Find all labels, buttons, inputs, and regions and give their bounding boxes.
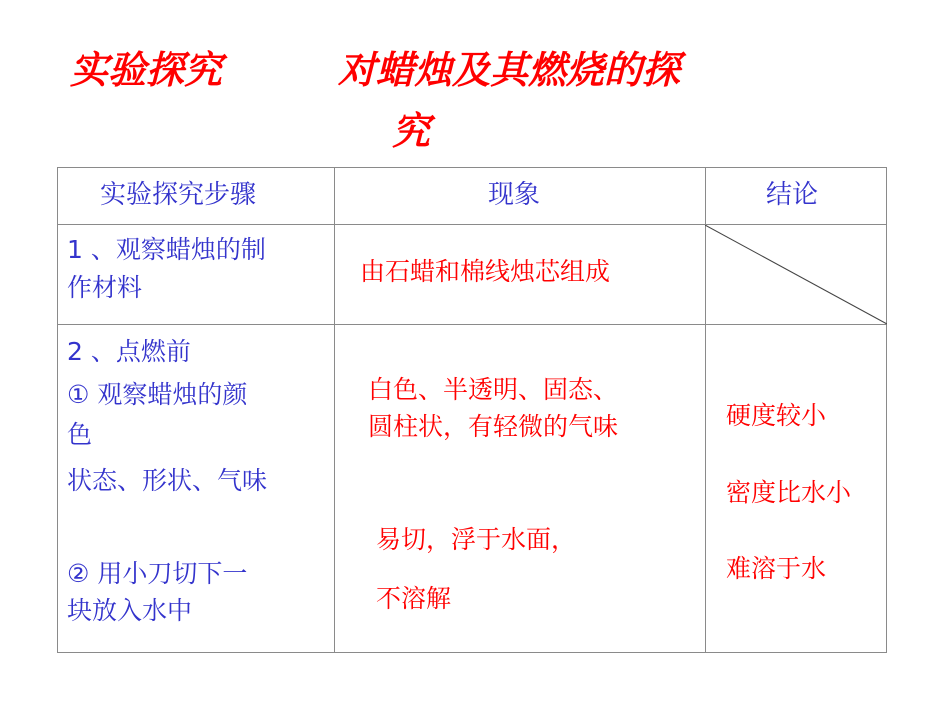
empty-cell-diagonal xyxy=(705,225,887,325)
row2-step-heading: 2 、点燃前 xyxy=(67,337,191,366)
row2-step2-line1: ② 用小刀切下一 xyxy=(67,559,248,588)
row2-phenomenon2-line1: 易切，浮于水面， xyxy=(376,525,577,554)
row2-step1-line3: 状态、形状、气味 xyxy=(67,466,268,495)
row2-phenomenon1-line2: 圆柱状，有轻微的气味 xyxy=(368,412,619,441)
row2-phenomenon1-line1: 白色、半透明、固态、 xyxy=(368,375,619,404)
row2-step1-line2: 色 xyxy=(67,420,93,449)
row2-conclusion-hardness: 硬度较小 xyxy=(726,401,827,430)
title-part-topic: 对蜡烛及其燃烧的探 xyxy=(338,48,681,92)
experiment-table xyxy=(57,167,887,653)
row2-step2-line2: 块放入水中 xyxy=(67,596,193,625)
title-part-topic-end: 究 xyxy=(392,109,431,153)
column-divider xyxy=(334,168,335,652)
row2-step1-line1: ① 观察蜡烛的颜 xyxy=(67,380,248,409)
row2-conclusion-solubility: 难溶于水 xyxy=(726,554,827,583)
header-conclusion: 结论 xyxy=(766,180,819,210)
row2-phenomenon2-line2: 不溶解 xyxy=(376,584,452,613)
header-phenomenon: 现象 xyxy=(488,180,541,210)
row1-step-line1: 1 、观察蜡烛的制 xyxy=(67,235,266,264)
title-part-experiment: 实验探究 xyxy=(70,48,223,92)
row1-step-line2: 作材料 xyxy=(67,273,143,302)
row1-phenomenon: 由石蜡和棉线烛芯组成 xyxy=(360,257,611,286)
header-steps: 实验探究步骤 xyxy=(100,180,257,210)
row2-conclusion-density: 密度比水小 xyxy=(726,478,852,507)
